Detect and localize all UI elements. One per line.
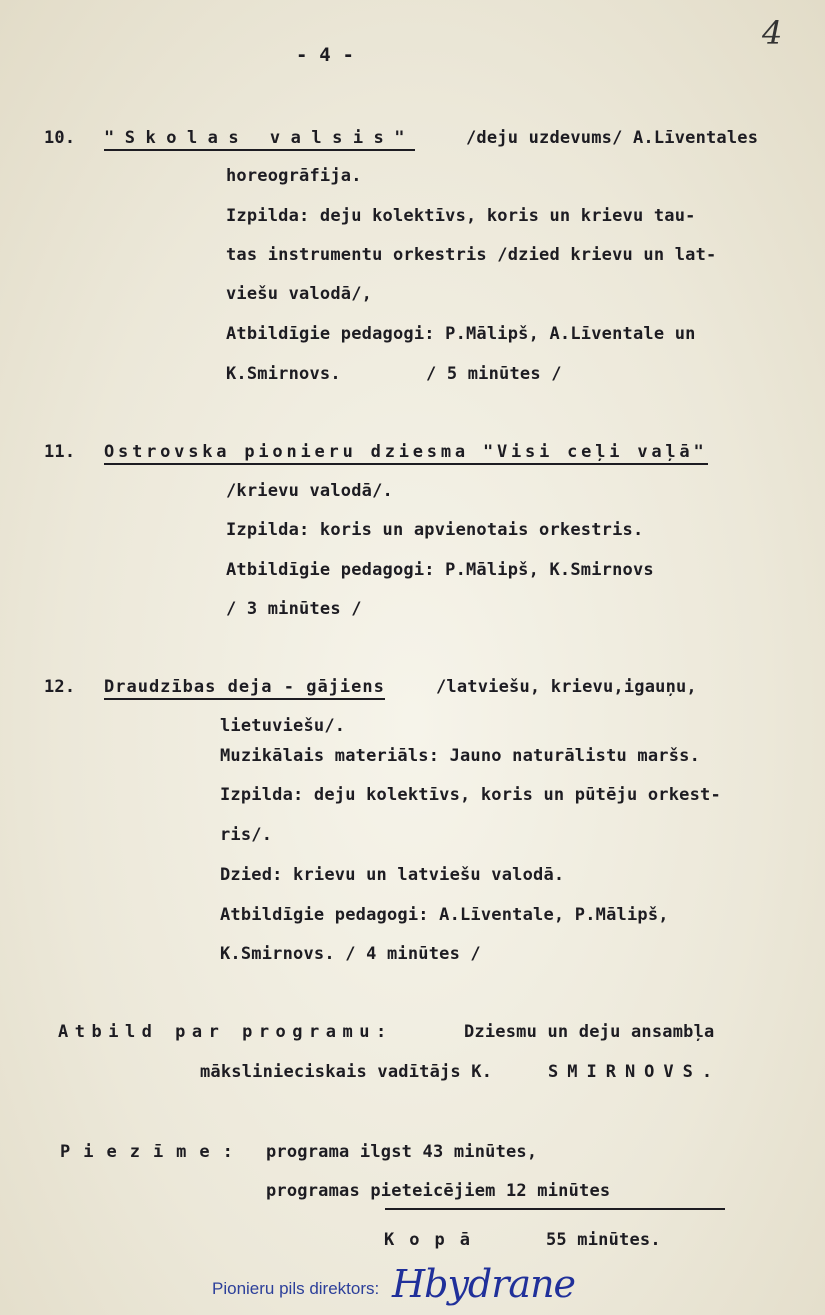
responsible-line: mākslinieciskais vadītājs K. <box>200 1062 493 1082</box>
item-12-line: Muzikālais materiāls: Jauno naturālistu maršs. <box>220 746 701 766</box>
item-10-number: 10. <box>44 128 76 148</box>
item-12-line: ris/. <box>220 825 273 845</box>
item-11-title: Ostrovska pionieru dziesma "Visi ceļi vaļā" <box>104 442 708 465</box>
item-12-line: lietuviešu/. <box>220 716 346 736</box>
corner-page-number: 4 <box>762 14 783 52</box>
item-11-line: /krievu valodā/. <box>226 481 393 501</box>
note-line: programas pieteicējiem 12 minūtes <box>266 1181 611 1201</box>
total-label: Kopā <box>384 1230 485 1250</box>
note-line: programa ilgst 43 minūtes, <box>266 1142 538 1162</box>
item-10-line: /deju uzdevums/ A.Līventales <box>466 128 759 148</box>
item-12-line: K.Smirnovs. / 4 minūtes / <box>220 944 481 964</box>
item-10-line: Izpilda: deju kolektīvs, koris un krievu tau- <box>226 206 696 226</box>
director-signature: Hbydrane <box>392 1262 576 1306</box>
item-12-title: Draudzības deja - gājiens <box>104 677 385 700</box>
item-10-duration: / 5 minūtes / <box>426 364 562 384</box>
item-10-title: "Skolas valsis" <box>104 128 415 151</box>
item-10-line: viešu valodā/, <box>226 284 373 304</box>
item-10-line: tas instrumentu orkestris /dzied krievu un lat- <box>226 245 717 265</box>
item-11-line: Izpilda: koris un apvienotais orkestris. <box>226 520 644 540</box>
director-stamp: Pionieru pils direktors: <box>212 1279 380 1298</box>
responsible-line: Dziesmu un deju ansambļa <box>464 1022 715 1042</box>
item-12-number: 12. <box>44 677 76 697</box>
item-11-line: Atbildīgie pedagogi: P.Mālipš, K.Smirnovs <box>226 560 654 580</box>
item-11-number: 11. <box>44 442 76 462</box>
sum-rule <box>385 1208 725 1210</box>
item-12-line: Atbildīgie pedagogi: A.Līventale, P.Mālipš, <box>220 905 669 925</box>
item-12-line: Dzied: krievu un latviešu valodā. <box>220 865 565 885</box>
item-12-line: /latviešu, krievu,igauņu, <box>436 677 697 697</box>
note-label: Piezīme: <box>60 1142 246 1162</box>
item-10-line: K.Smirnovs. <box>226 364 341 384</box>
item-10-line: horeogrāfija. <box>226 166 362 186</box>
page-number: - 4 - <box>296 44 355 66</box>
item-11-duration: / 3 minūtes / <box>226 599 362 619</box>
item-12-line: Izpilda: deju kolektīvs, koris un pūtēju orkest- <box>220 785 721 805</box>
responsible-name: SMIRNOVS. <box>548 1062 722 1082</box>
total-value: 55 minūtes. <box>546 1230 661 1250</box>
item-10-line: Atbildīgie pedagogi: P.Mālipš, A.Līventale un <box>226 324 696 344</box>
responsible-label: Atbild par programu: <box>58 1022 393 1042</box>
